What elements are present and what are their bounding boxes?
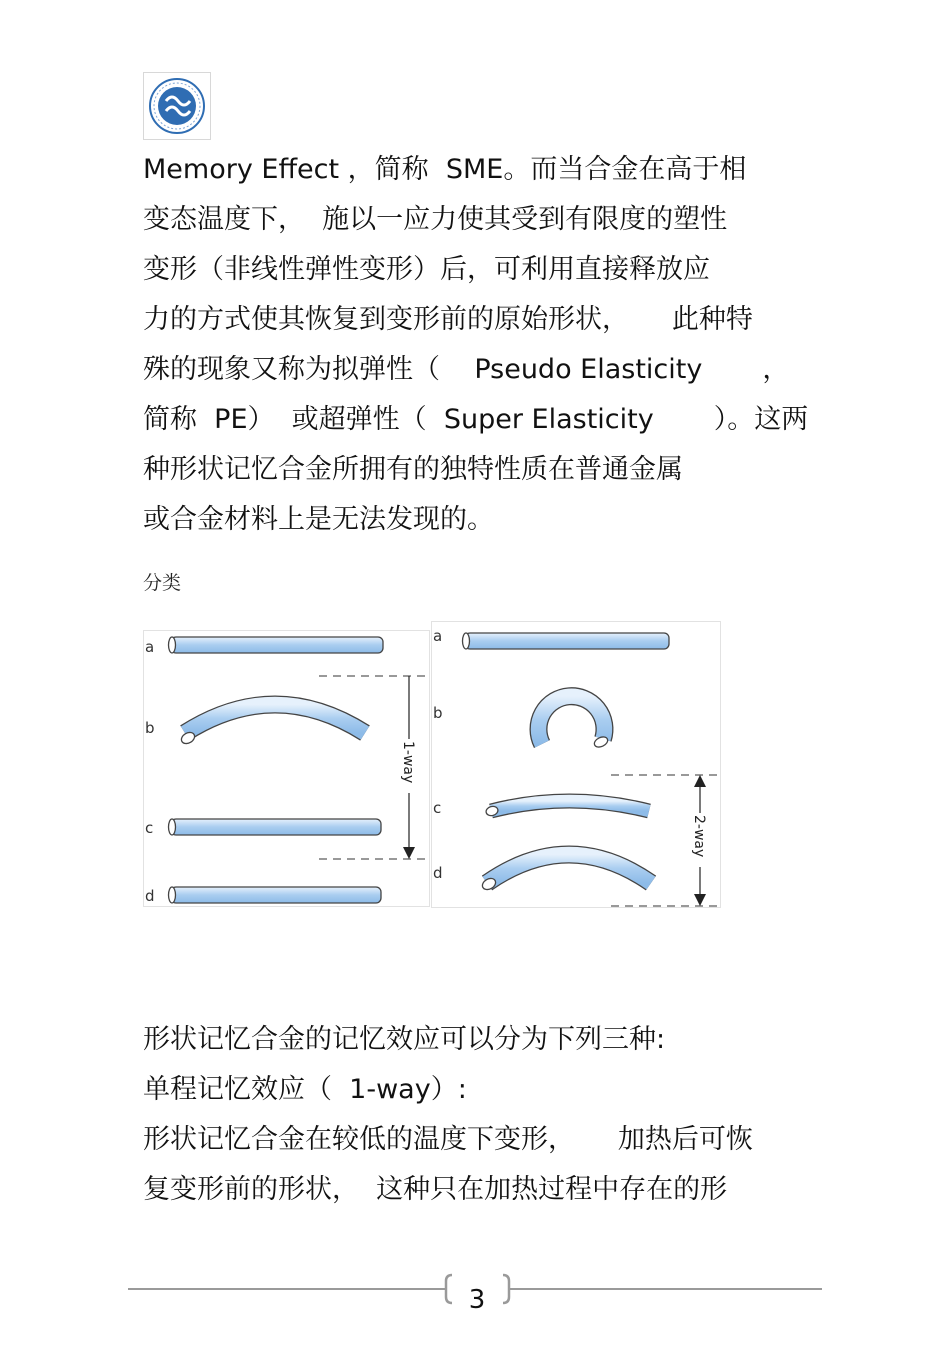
text-line: 复变形前的形状， 这种只在加热过程中存在的形	[143, 1174, 728, 1205]
rod-curled-b-right	[538, 696, 609, 749]
text-line: 形状记忆合金在较低的温度下变形， 加热后可恢	[143, 1124, 753, 1155]
university-logo	[143, 72, 211, 140]
left-panel-border	[144, 631, 430, 907]
text-line: 种形状记忆合金所拥有的独特性质在普通金属	[143, 454, 683, 485]
right-panel-border	[432, 622, 721, 908]
text-line: 变态温度下， 施以一应力使其受到有限度的塑性	[143, 204, 728, 235]
shape-memory-figure	[143, 621, 721, 911]
text-line: Memory Effect ，简称 SME。而当合金在高于相	[143, 154, 747, 185]
rod-straight-a-right	[463, 633, 670, 649]
label-2-way: 2-way	[691, 815, 707, 858]
rod-bent-b-left	[179, 705, 365, 746]
text-line: 或合金材料上是无法发现的。	[143, 504, 494, 535]
text-line: 殊的现象又称为拟弹性（ Pseudo Elasticity ，	[143, 354, 790, 385]
text-line: 变形（非线性弹性变形）后，可利用直接释放应	[143, 254, 710, 285]
section-caption: 分类	[143, 572, 182, 594]
right-label-d: d	[433, 864, 443, 882]
rod-slight-bend-c-right	[485, 801, 649, 817]
text-line: 力的方式使其恢复到变形前的原始形状， 此种特	[143, 304, 753, 335]
left-label-c: c	[145, 819, 154, 837]
university-seal-icon	[144, 73, 210, 139]
rod-straight-c-left	[169, 819, 382, 835]
left-label-a: a	[145, 638, 155, 656]
text-line: 简称 PE） 或超弹性（ Super Elasticity ）。这两	[143, 404, 809, 435]
left-label-d: d	[145, 887, 155, 905]
right-label-c: c	[433, 799, 442, 817]
paragraph-shape-memory-intro	[143, 145, 823, 545]
text-line: 形状记忆合金的记忆效应可以分为下列三种:	[143, 1024, 666, 1055]
rod-straight-a-left	[169, 637, 384, 653]
paragraph-memory-effect-types	[143, 1015, 823, 1215]
right-brace-icon	[503, 1275, 509, 1303]
label-1-way: 1-way	[400, 741, 416, 784]
left-label-b: b	[145, 719, 155, 737]
rod-straight-d-left	[169, 887, 382, 903]
page-number: 3	[468, 1285, 486, 1315]
right-label-b: b	[433, 704, 443, 722]
right-label-a: a	[433, 627, 443, 645]
memory-effect-diagram	[143, 621, 721, 911]
rod-bent-d-right	[480, 855, 651, 892]
left-brace-icon	[446, 1275, 452, 1303]
text-line: 单程记忆效应（ 1-way）:	[143, 1074, 467, 1105]
